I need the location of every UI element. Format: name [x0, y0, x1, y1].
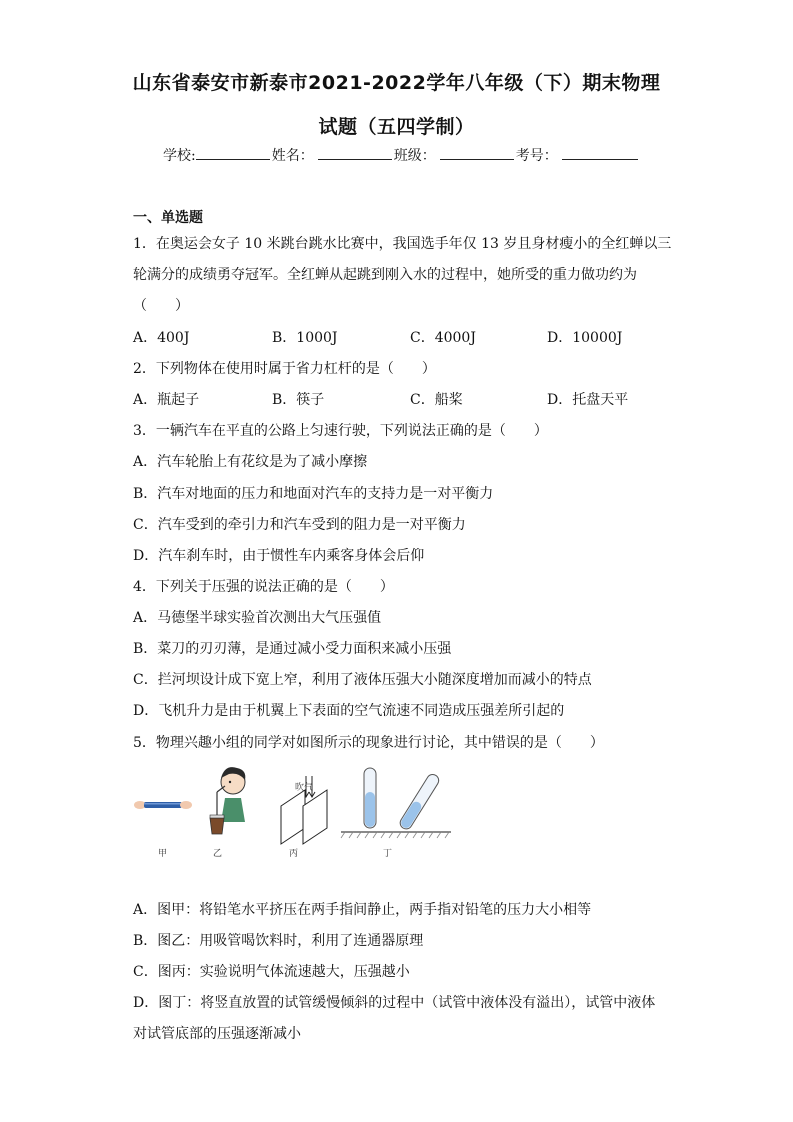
school-label: 学校: [163, 148, 196, 164]
q1-stem-line2: 轮满分的成绩勇夺冠军。全红蝉从起跳到刚入水的过程中，她所受的重力做功约为 [133, 267, 637, 283]
q5-option-b[interactable]: B．图乙：用吸管喝饮料时，利用了连通器原理 [133, 933, 424, 949]
q1-option-a[interactable]: A．400J [133, 330, 190, 346]
q4-option-a[interactable]: A．马德堡半球实验首次测出大气压强值 [133, 610, 382, 626]
q2-stem: 2．下列物体在使用时属于省力杠杆的是（ ） [133, 361, 436, 377]
q3-option-d[interactable]: D．汽车刹车时，由于惯性车内乘客身体会后仰 [133, 548, 425, 564]
q1-stem-line3: （ ） [133, 298, 189, 314]
test-tubes-illustration [341, 768, 451, 838]
q5-option-c[interactable]: C．图丙：实验说明气体流速越大，压强越小 [133, 964, 410, 980]
q3-stem: 3．一辆汽车在平直的公路上匀速行驶，下列说法正确的是（ ） [133, 423, 548, 439]
q3-option-c[interactable]: C．汽车受到的牵引力和汽车受到的阻力是一对平衡力 [133, 517, 466, 533]
q1-option-b[interactable]: B．1000J [272, 330, 338, 346]
number-blank[interactable] [562, 145, 638, 160]
q4-option-c[interactable]: C．拦河坝设计成下宽上窄，利用了液体压强大小随深度增加而减小的特点 [133, 672, 592, 688]
q5-option-d-continued: 对试管底部的压强逐渐减小 [133, 1026, 301, 1042]
q4-stem: 4．下列关于压强的说法正确的是（ ） [133, 579, 394, 595]
figure-caption-ding: 丁 [383, 849, 393, 859]
q3-option-b[interactable]: B．汽车对地面的压力和地面对汽车的支持力是一对平衡力 [133, 486, 494, 502]
page-title-line1: 山东省泰安市新泰市2021-2022学年八年级（下）期末物理 [132, 72, 661, 94]
q2-option-d[interactable]: D．托盘天平 [547, 392, 629, 408]
page-title-line2: 试题（五四学制） [318, 116, 475, 138]
q5-figure-svg [133, 762, 463, 858]
q1-option-c[interactable]: C．4000J [410, 330, 476, 346]
blow-label: 吹气 [295, 783, 314, 793]
q5-stem: 5．物理兴趣小组的同学对如图所示的现象进行讨论，其中错误的是（ ） [133, 735, 604, 751]
student-info-row [163, 145, 640, 165]
class-blank[interactable] [440, 145, 514, 160]
q1-option-d[interactable]: D．10000J [547, 330, 623, 346]
number-label: 考号： [515, 148, 558, 164]
pencil-between-fingers-illustration [134, 801, 192, 809]
q5-option-a[interactable]: A．图甲：将铅笔水平挤压在两手指间静止，两手指对铅笔的压力大小相等 [133, 902, 592, 918]
q3-option-a[interactable]: A．汽车轮胎上有花纹是为了减小摩擦 [133, 454, 368, 470]
q2-option-c[interactable]: C．船桨 [410, 392, 463, 408]
class-label: 班级： [393, 148, 436, 164]
figure-caption-yi: 乙 [213, 849, 223, 859]
q1-stem-line1: 1．在奥运会女子 10 米跳台跳水比赛中，我国选手年仅 13 岁且身材瘦小的全红蝉以三 [133, 236, 672, 252]
q2-option-b[interactable]: B．筷子 [272, 392, 325, 408]
figure-caption-jia: 甲 [158, 849, 168, 859]
q4-option-d[interactable]: D．飞机升力是由于机翼上下表面的空气流速不同造成压强差所引起的 [133, 703, 565, 719]
q5-figure [133, 762, 463, 858]
name-blank[interactable] [318, 145, 392, 160]
figure-caption-bing: 丙 [289, 849, 299, 859]
name-label: 姓名： [271, 148, 314, 164]
boy-drinking-straw-illustration [210, 767, 245, 834]
q4-option-b[interactable]: B．菜刀的刃刃薄，是通过减小受力面积来减小压强 [133, 641, 452, 657]
section-heading: 一、单选题 [133, 210, 203, 226]
q2-option-a[interactable]: A．瓶起子 [133, 392, 200, 408]
q5-option-d[interactable]: D．图丁：将竖直放置的试管缓慢倾斜的过程中（试管中液体没有溢出），试管中液体 [133, 995, 656, 1011]
school-blank[interactable] [196, 145, 270, 160]
